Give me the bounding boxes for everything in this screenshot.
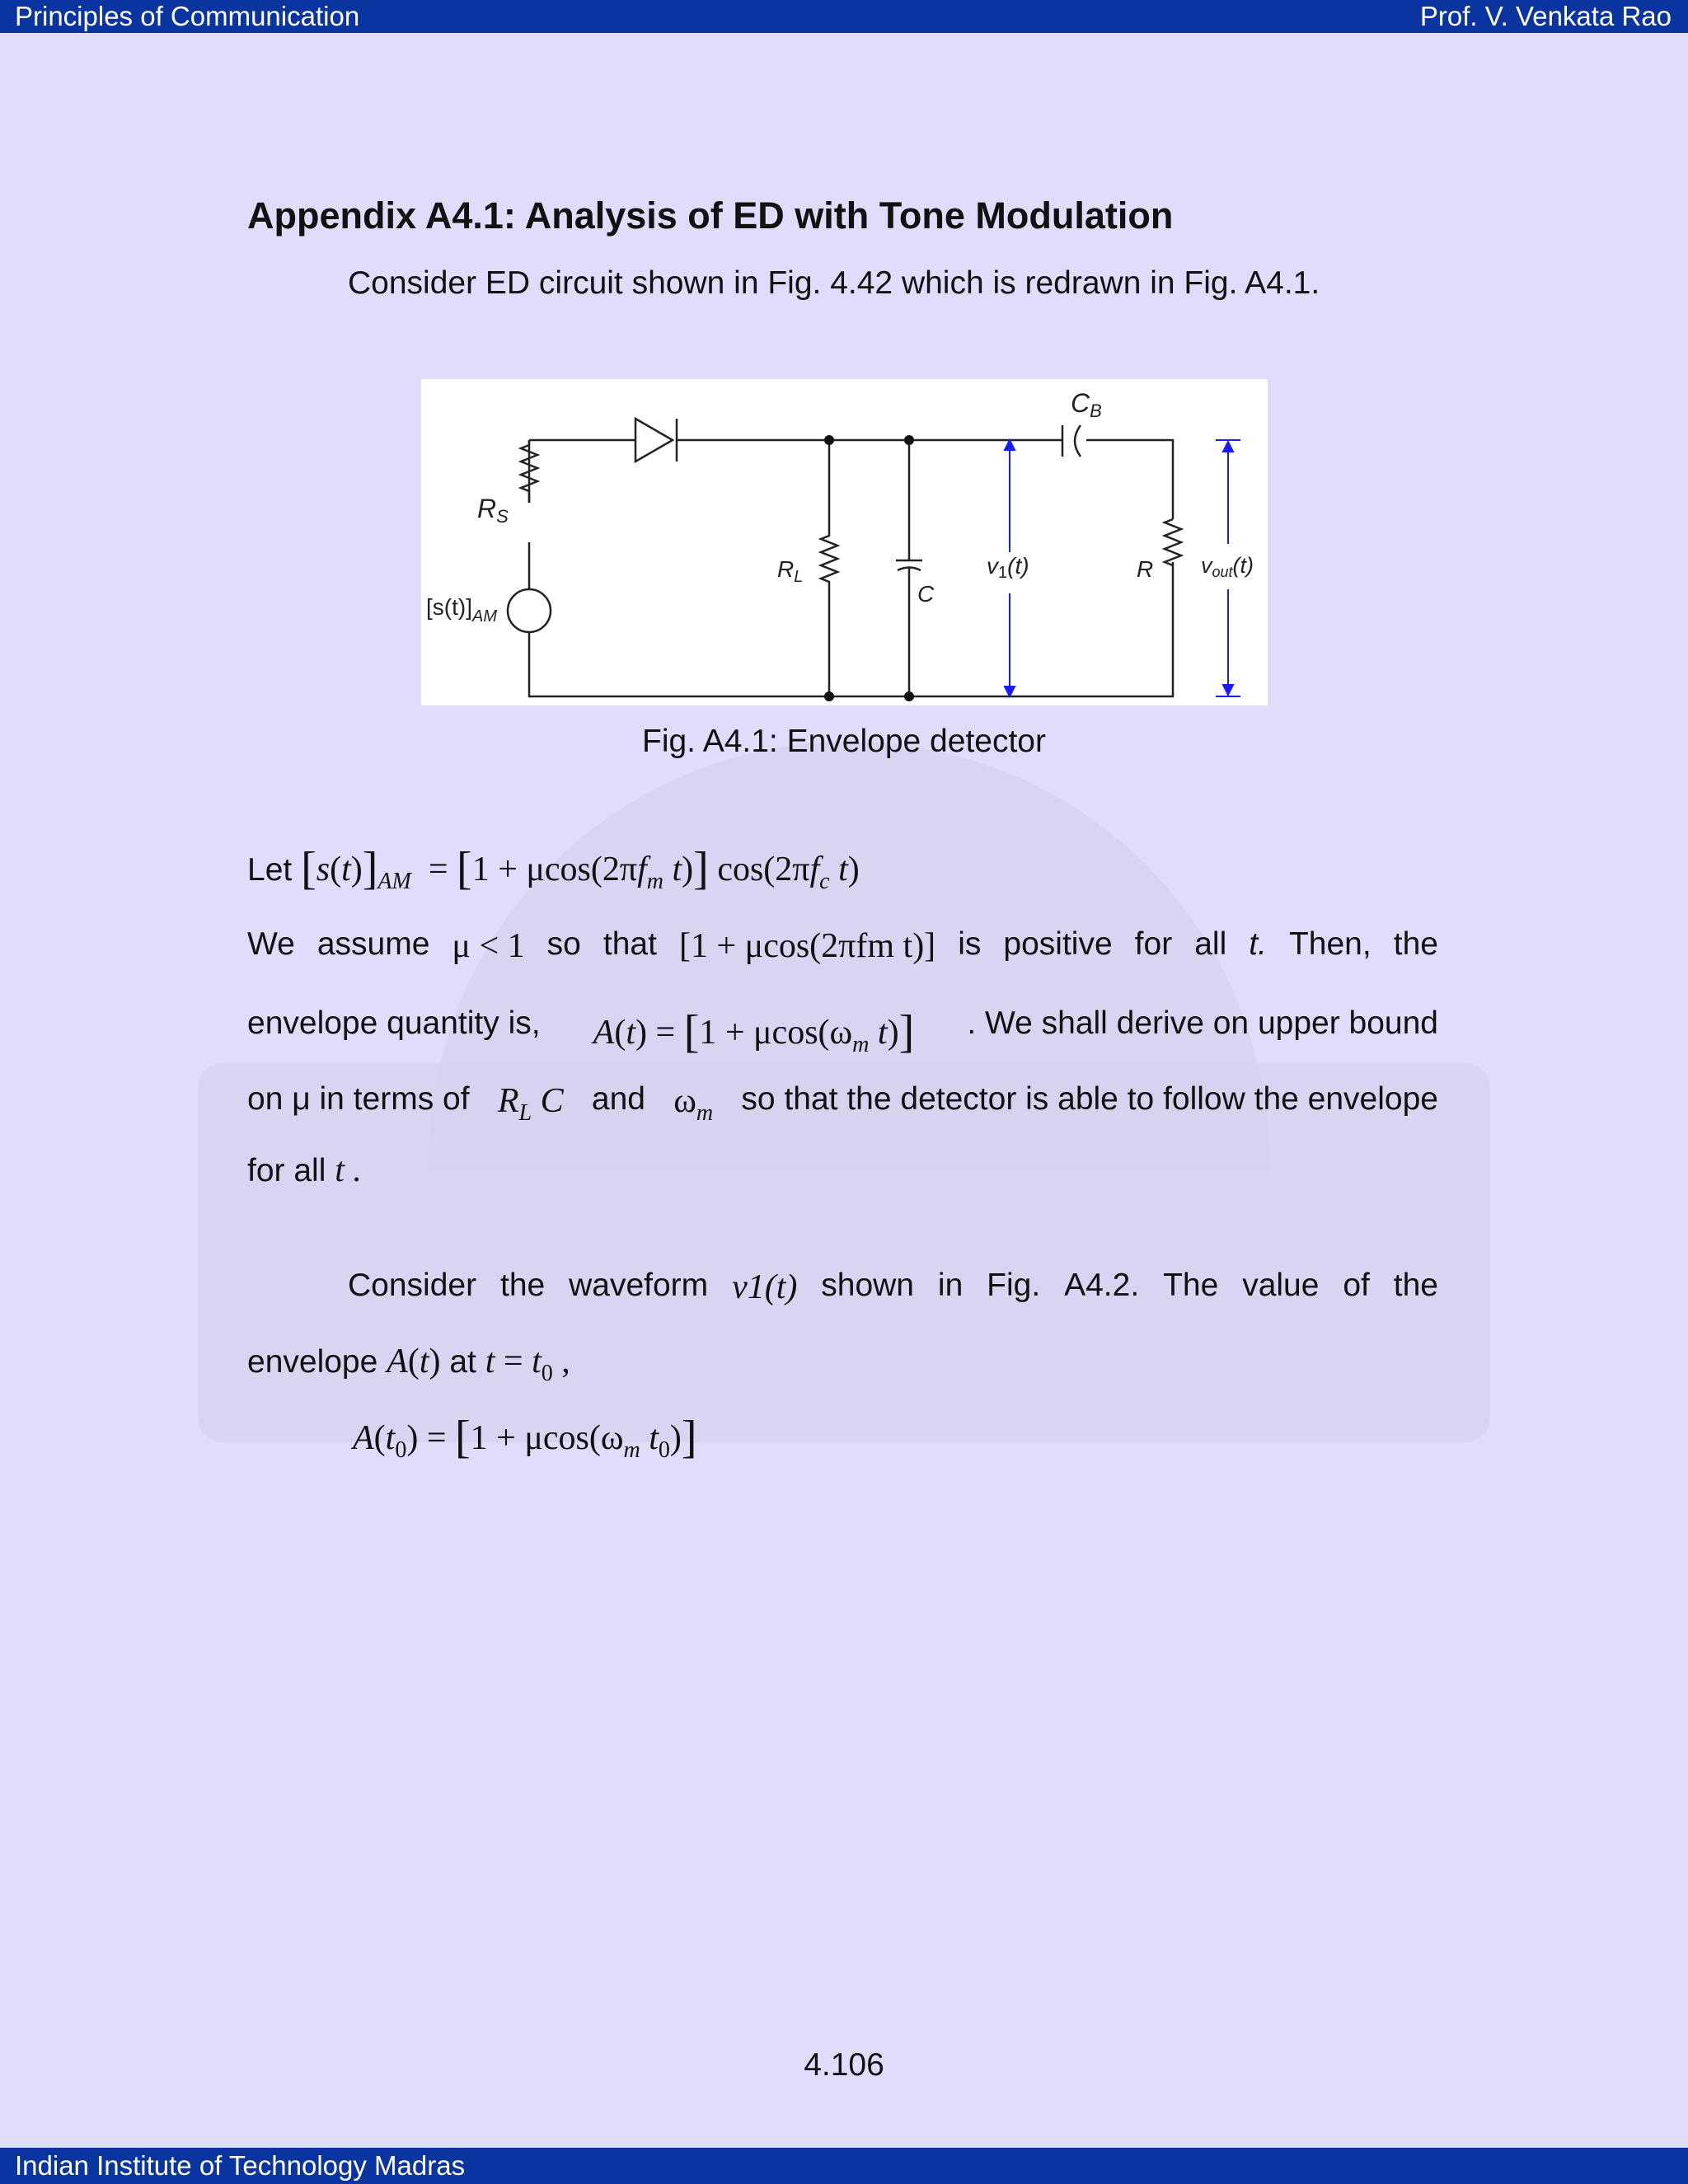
intro-paragraph: Consider ED circuit shown in Fig. 4.42 which is redrawn in Fig. A4.1. [348,265,1320,301]
word: for [1134,926,1173,962]
label-rl: $R_L$ [777,556,804,586]
resistor-r [1165,519,1181,565]
word: Fig. [987,1268,1041,1303]
circuit-diagram [421,379,1268,705]
label-v1: v1(t) [987,553,1029,582]
word: all [1194,926,1227,962]
text-segment: envelope quantity is, [247,1005,541,1041]
consider-line-2 [247,1342,570,1387]
word: A4.2. [1064,1268,1140,1303]
word: positive [1003,926,1113,962]
word: Consider [348,1268,477,1303]
word: so [546,926,581,962]
word: waveform [569,1268,709,1303]
course-title: Principles of Communication [15,1,360,31]
author-name: Prof. V. Venkata Rao [1419,1,1672,31]
word: shown [821,1268,914,1303]
envelope-term: [1 + μcos(2πfm t)] [679,927,936,965]
word: Then, [1288,926,1372,962]
envelope-equation: $A(t) = [1 + \mu\cos(\omega_m$ t)] [593,1006,915,1057]
rlc-term: $R_L$ C [497,1082,564,1126]
word: of [1343,1268,1370,1303]
assume-line-3 [247,1081,1438,1127]
label-vout: vout(t) [1201,553,1254,580]
text-segment: and [591,1081,645,1117]
footer-bar [0,2148,1688,2184]
label-r: R [1137,556,1154,582]
text-segment: envelope [247,1344,378,1380]
word: We [247,926,295,962]
envelope-detector-figure [421,379,1268,705]
word: The [1163,1268,1219,1303]
header-bar [0,0,1688,33]
text-segment: . We shall derive on upper bound [967,1005,1438,1041]
text-segment: at [449,1344,476,1380]
mu-condition: μ < 1 [452,927,525,965]
consider-line-1 [348,1268,1438,1307]
equation-s-of-t [247,842,860,895]
assume-line-2 [247,1005,1438,1058]
equation-a-of-t0 [353,1411,697,1464]
resistor-rl [821,440,837,696]
assume-line-1 [247,926,1438,966]
word: is [958,926,982,962]
v1-term: v1(t) [732,1268,798,1306]
omega-m-term: $\omega_m$ [673,1082,714,1126]
s-of-t-expression: $[s(t)]_{AM} = [1 + \mu\cos(2\pi f_m$ t)] $\cos(2\pi f_c$ t) [301,843,860,894]
label-c: C [917,581,935,607]
figure-caption: Fig. A4.1: Envelope detector [642,724,1046,759]
institute-name: Indian Institute of Technology Madras [15,2150,466,2181]
page-number: 4.106 [804,2047,884,2083]
word: the [1393,926,1438,962]
text-segment: on μ in terms of [247,1081,470,1117]
word: value [1242,1268,1320,1303]
word: assume [316,926,430,962]
assume-line-4 [247,1151,362,1190]
text-segment: so that the detector is able to follow the envelope [741,1081,1438,1117]
a-of-t-term: A(t) [387,1343,441,1380]
word: that [603,926,657,962]
section-heading: Appendix A4.1: Analysis of ED with Tone Modulation [247,194,1174,237]
t-equals-t0: $t = t_0$ , [485,1343,570,1386]
t-variable: t . [335,1151,362,1189]
text-segment: for all [247,1153,326,1188]
label-source: $[s(t)]_{AM}$ [426,594,497,626]
word: in [937,1268,964,1303]
label-cb: CB [1071,388,1102,421]
word: the [1393,1268,1438,1303]
capacitor-c [896,440,922,696]
word: t. [1249,926,1267,962]
let-word: Let [247,852,293,888]
a-t0-expression: $A(t_0) = [1 + \mu\cos(\omega_m$ $t_0$)] [353,1412,697,1463]
word: the [499,1268,546,1303]
label-rs: RS [477,494,509,527]
